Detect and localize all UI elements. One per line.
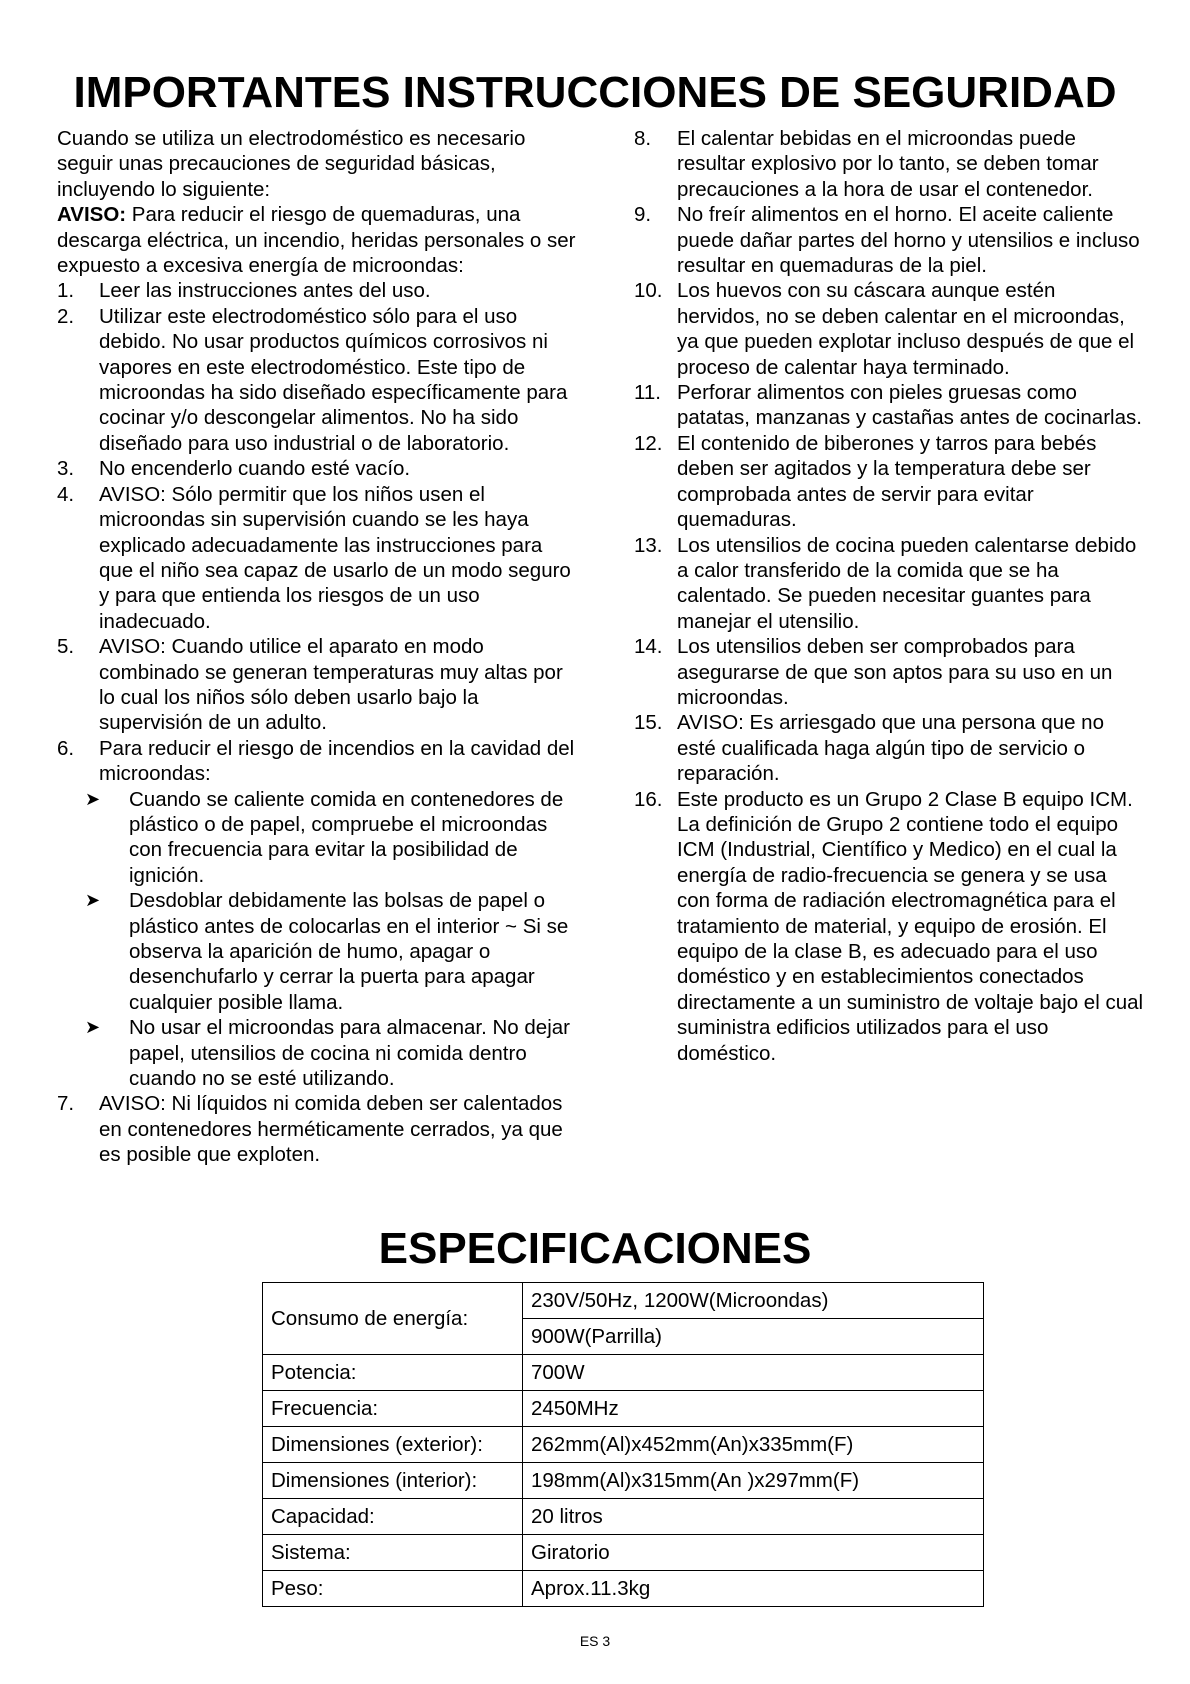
item-number: 4. bbox=[57, 482, 75, 506]
spec-value: 262mm(Al)x452mm(An)x335mm(F) bbox=[523, 1427, 984, 1463]
item-text: No freír alimentos en el horno. El aceite caliente puede dañar partes del horno y utensilios e incluso resultar en quemaduras de la piel. bbox=[677, 203, 1140, 278]
spec-label: Dimensiones (interior): bbox=[263, 1463, 523, 1499]
spec-label: Potencia: bbox=[263, 1355, 523, 1391]
item-text: AVISO: Es arriesgado que una persona que no esté cualificada haga algún tipo de servicio o reparación. bbox=[677, 711, 1104, 786]
item-text: Los huevos con su cáscara aunque estén hervidos, no se deben calentar en el microondas, ya que pueden explotar incluso después de que el proceso de calentar haya terminado. bbox=[677, 279, 1135, 379]
item-text: AVISO: Ni líquidos ni comida deben ser calentados en contenedores herméticamente cerrados, ya que es posible que exploten. bbox=[99, 1092, 563, 1167]
list-item bbox=[57, 456, 577, 481]
arrowhead-icon: ➤ bbox=[85, 890, 101, 911]
spec-value: 198mm(Al)x315mm(An )x297mm(F) bbox=[523, 1463, 984, 1499]
item-text: Perforar alimentos con pieles gruesas como patatas, manzanas y castañas antes de cocinarlas. bbox=[677, 381, 1142, 430]
list-item bbox=[634, 202, 1144, 278]
sub-item-text: Cuando se caliente comida en contenedores de plástico o de papel, compruebe el microondas con frecuencia para evitar la posibilidad de ignición. bbox=[129, 787, 564, 887]
list-item bbox=[634, 533, 1144, 635]
table-row bbox=[263, 1427, 984, 1463]
warning-text: Para reducir el riesgo de quemaduras, una descarga eléctrica, un incendio, heridas personales o ser expuesto a excesiva energía de microondas: bbox=[57, 203, 576, 278]
spec-label: Peso: bbox=[263, 1571, 523, 1607]
item-text: Para reducir el riesgo de incendios en la cavidad del microondas: bbox=[99, 736, 575, 786]
item-text: Leer las instrucciones antes del uso. bbox=[99, 279, 431, 303]
item-number: 10. bbox=[634, 279, 663, 303]
item-number: 9. bbox=[634, 203, 652, 227]
spec-label: Consumo de energía: bbox=[263, 1283, 523, 1355]
item-text: El calentar bebidas en el microondas puede resultar explosivo por lo tanto, se deben tomar precauciones a la hora de usar el contenedor. bbox=[677, 127, 1099, 201]
page-number: ES 3 bbox=[579, 1633, 611, 1649]
item-text: Este producto es un Grupo 2 Clase B equipo ICM. La definición de Grupo 2 contiene todo el equipo ICM (Industrial, Científico y Medico) en el cual la energía de radio-frecuencia se genera y se usa con forma de radiación electromagnética para el tratamiento de material, y equipo de erosión. El equipo de la clase B, es adecuado para el uso doméstico y en establecimientos conectados directamente a un suministro de voltaje bajo el cual suministra edificios utilizados para el uso doméstico. bbox=[677, 787, 1144, 1065]
item-number: 15. bbox=[634, 711, 663, 735]
item-number: 1. bbox=[57, 279, 75, 303]
table-row bbox=[263, 1535, 984, 1571]
list-item bbox=[634, 278, 1144, 380]
table-row bbox=[263, 1499, 984, 1535]
spec-value: 2450MHz bbox=[523, 1391, 984, 1427]
intro-warning bbox=[57, 202, 577, 278]
spec-value: Aprox.11.3kg bbox=[523, 1571, 984, 1607]
sub-list bbox=[72, 787, 577, 1092]
spec-value: 20 litros bbox=[523, 1499, 984, 1535]
intro bbox=[57, 126, 577, 278]
item-number: 8. bbox=[634, 127, 652, 150]
sub-item-text: No usar el microondas para almacenar. No dejar papel, utensilios de cocina ni comida dentro cuando no se esté utilizando. bbox=[129, 1016, 570, 1091]
item-number: 2. bbox=[57, 304, 75, 328]
item-text: Los utensilios de cocina pueden calentarse debido a calor transferido de la comida que se ha calentado. Se pueden necesitar guantes para manejar el utensilio. bbox=[677, 533, 1137, 633]
item-text: AVISO: Cuando utilice el aparato en modo combinado se generan temperaturas muy altas por lo cual los niños sólo deben usarlo bajo la supervisión de un adulto. bbox=[99, 635, 563, 735]
list-item bbox=[634, 380, 1144, 431]
arrowhead-icon: ➤ bbox=[85, 788, 101, 809]
item-text: No encenderlo cuando esté vacío. bbox=[99, 457, 411, 481]
right-column bbox=[634, 126, 1144, 1066]
item-number: 14. bbox=[634, 635, 663, 659]
left-column bbox=[57, 126, 577, 1168]
warning-label: AVISO: bbox=[57, 203, 127, 227]
item-text: AVISO: Sólo permitir que los niños usen el microondas sin supervisión cuando se les haya explicado adecuadamente las instrucciones para que el niño sea capaz de usarlo de un modo seguro y para que entienda los riesgos de un uso inadecuado. bbox=[99, 482, 571, 633]
item-number: 16. bbox=[634, 787, 663, 811]
list-item bbox=[634, 787, 1144, 1066]
table-row bbox=[263, 1463, 984, 1499]
sub-item-text: Desdoblar debidamente las bolsas de papel o plástico antes de colocarlas en el interior ~ Si se observa la aparición de humo, apagar o desenchufarlo y cerrar la puerta para apagar cualquier posible llama. bbox=[129, 889, 569, 1014]
sub-list-item bbox=[72, 1015, 577, 1091]
specifications-table bbox=[262, 1282, 984, 1607]
table-row bbox=[263, 1355, 984, 1391]
item-text: El contenido de biberones y tarros para bebés deben ser agitados y la temperatura debe ser comprobada antes de servir para evitar quemaduras. bbox=[677, 431, 1097, 532]
instruction-list-right bbox=[634, 126, 1144, 1066]
list-item bbox=[634, 431, 1144, 533]
list-item bbox=[57, 482, 577, 634]
item-text: Los utensilios deben ser comprobados para asegurarse de que son aptos para su uso en un microondas. bbox=[677, 635, 1113, 709]
list-item bbox=[57, 736, 577, 1092]
spec-value: Giratorio bbox=[523, 1535, 984, 1571]
item-number: 11. bbox=[634, 381, 661, 405]
item-number: 6. bbox=[57, 736, 75, 760]
item-number: 7. bbox=[57, 1092, 75, 1116]
sub-list-item bbox=[72, 787, 577, 889]
table-row bbox=[263, 1391, 984, 1427]
table-row bbox=[263, 1571, 984, 1607]
item-text: Utilizar este electrodoméstico sólo para el uso debido. No usar productos químicos corrosivos ni vapores en este electrodoméstico. Este tipo de microondas ha sido diseñado específicamente para cocinar y/o descongelar alimentos. No ha sido diseñado para uso industrial o de laboratorio. bbox=[99, 304, 568, 455]
arrowhead-icon: ➤ bbox=[85, 1017, 101, 1038]
list-item bbox=[634, 634, 1144, 710]
page-title: IMPORTANTES INSTRUCCIONES DE SEGURIDAD bbox=[73, 68, 1117, 117]
list-item bbox=[57, 304, 577, 456]
sub-list-item bbox=[72, 888, 577, 1015]
item-number: 3. bbox=[57, 457, 75, 481]
spec-value: 900W(Parrilla) bbox=[523, 1319, 984, 1355]
list-item bbox=[634, 126, 1144, 202]
table-row bbox=[263, 1283, 984, 1319]
spec-value: 230V/50Hz, 1200W(Microondas) bbox=[523, 1283, 984, 1319]
item-number: 5. bbox=[57, 635, 75, 659]
spec-label: Dimensiones (exterior): bbox=[263, 1427, 523, 1463]
list-item bbox=[57, 1091, 577, 1167]
list-item bbox=[57, 278, 577, 303]
item-number: 12. bbox=[634, 431, 663, 455]
spec-label: Capacidad: bbox=[263, 1499, 523, 1535]
instruction-list-left bbox=[57, 278, 577, 1167]
spec-label: Sistema: bbox=[263, 1535, 523, 1571]
specifications-title: ESPECIFICACIONES bbox=[378, 1224, 812, 1273]
spec-value: 700W bbox=[523, 1355, 984, 1391]
list-item bbox=[634, 710, 1144, 786]
intro-text: Cuando se utiliza un electrodoméstico es necesario seguir unas precauciones de seguridad básicas, incluyendo lo siguiente: bbox=[57, 127, 526, 201]
spec-label: Frecuencia: bbox=[263, 1391, 523, 1427]
item-number: 13. bbox=[634, 533, 663, 557]
list-item bbox=[57, 634, 577, 736]
